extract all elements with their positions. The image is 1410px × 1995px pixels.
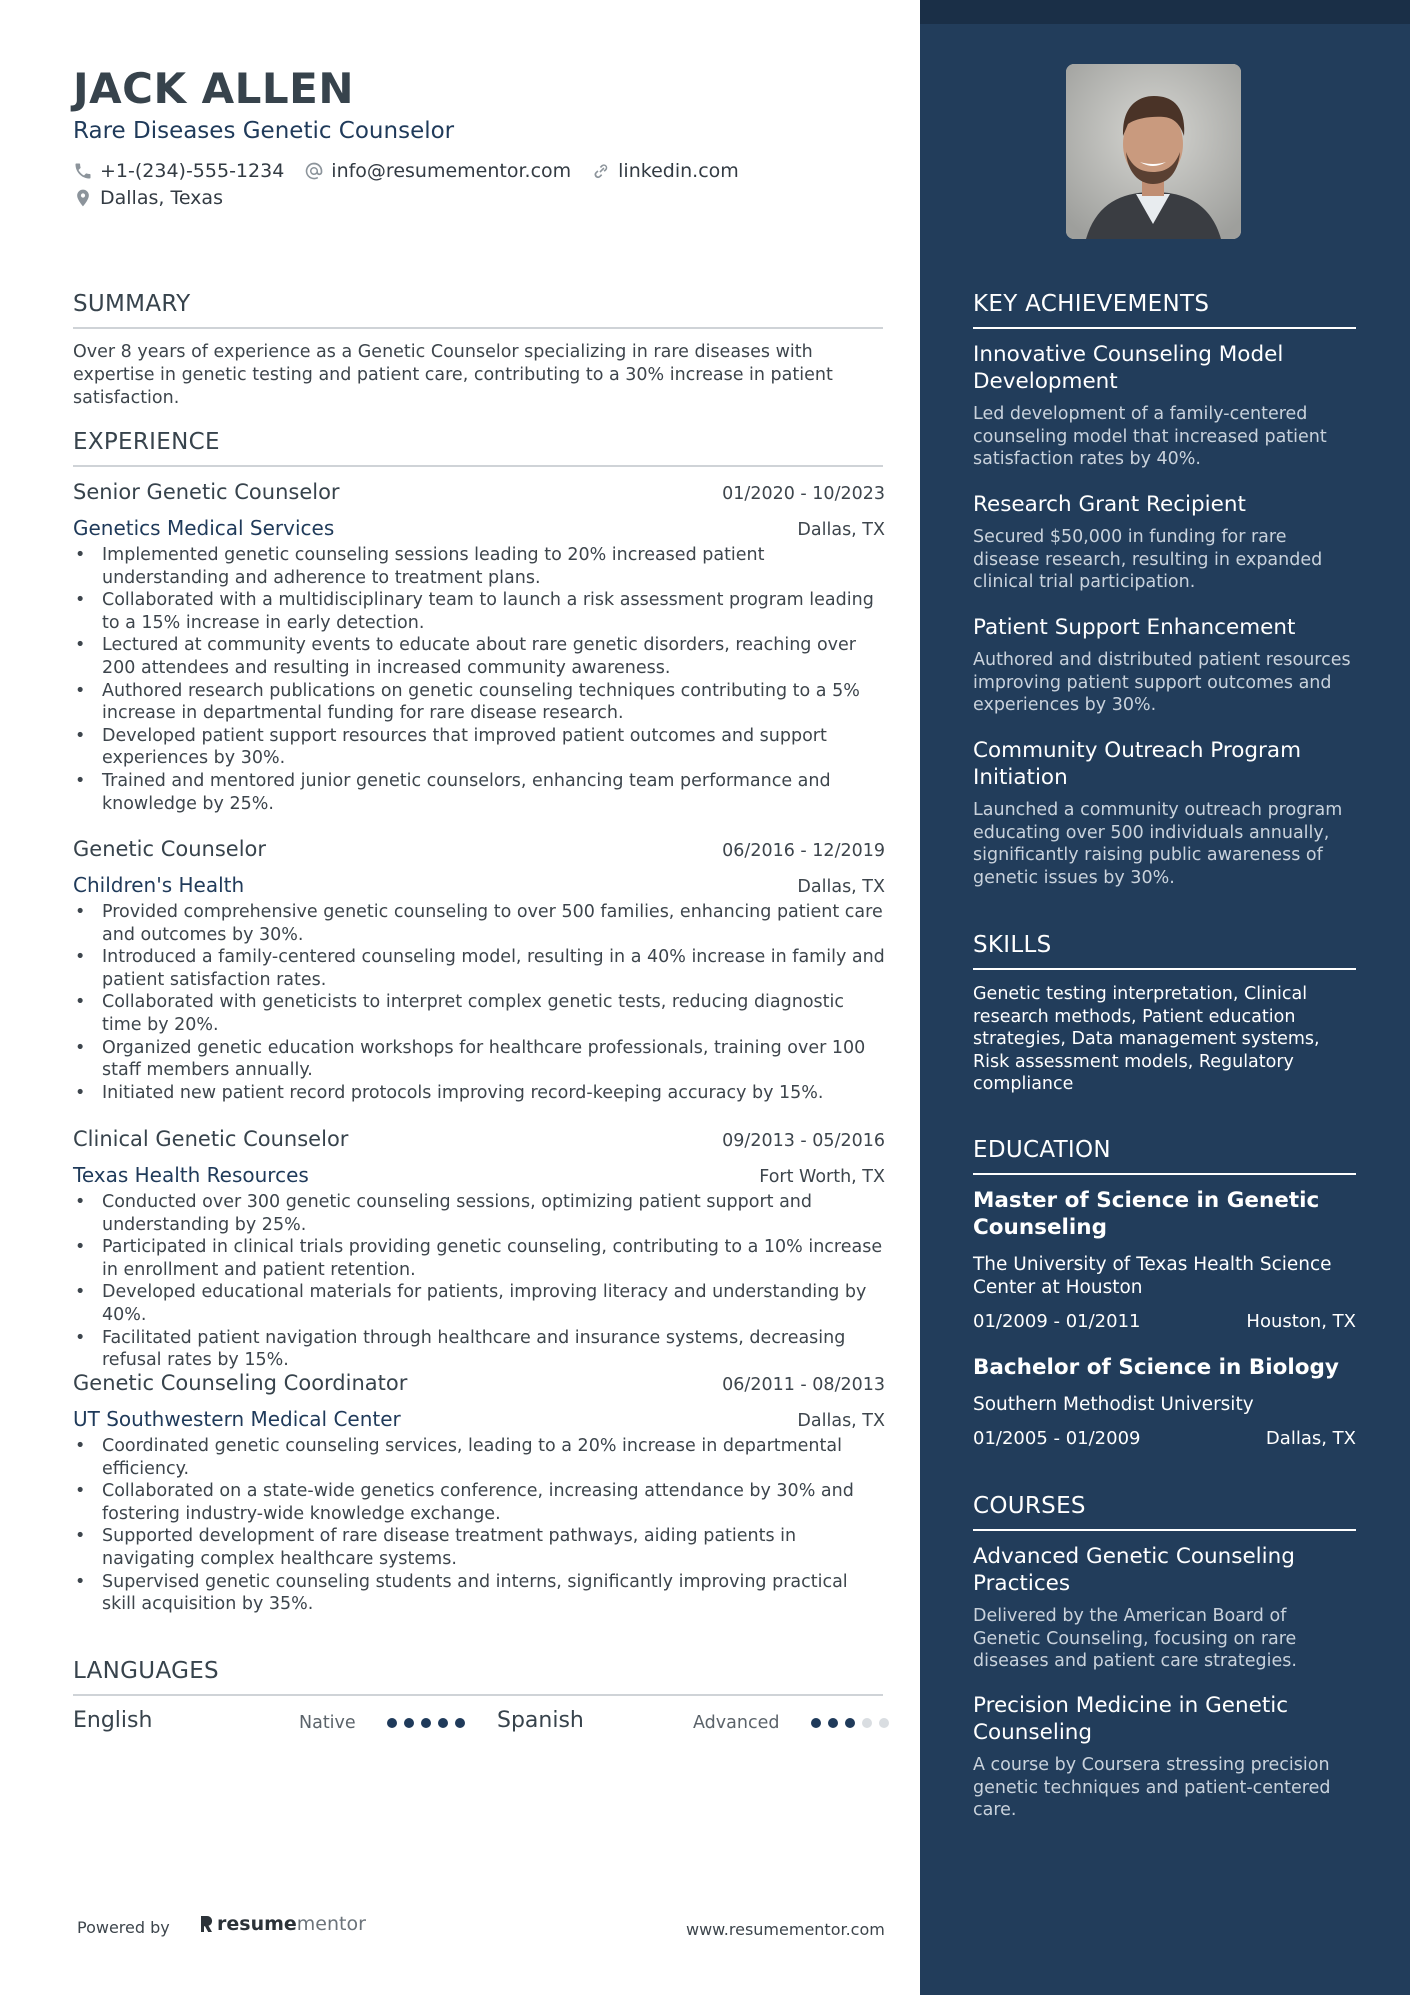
achievement-desc: Secured $50,000 in funding for rare disease research, resulting in expanded clinical trial participation. <box>973 527 1323 593</box>
location-row <box>73 187 243 209</box>
bullet: • Implemented genetic counseling sessions leading to 20% increased patient understanding and adherence to treatment plans. <box>73 544 885 589</box>
education-location: Houston, TX <box>1246 1311 1356 1332</box>
sidebar <box>920 0 1410 1995</box>
job-entry <box>73 1127 885 1372</box>
achievement-title: Research Grant Recipient <box>973 492 1246 517</box>
course-desc: A course by Coursera stressing precision genetic techniques and patient-centered care. <box>973 1755 1331 1821</box>
education-school: The University of Texas Health Science Center at Houston <box>973 1254 1332 1298</box>
bullet: • Collaborated with a multidisciplinary team to launch a risk assessment program leading to a 15% increase in early detection. <box>73 589 885 634</box>
bullet: • Supervised genetic counseling students and interns, significantly improving practical skill acquisition by 35%. <box>73 1571 885 1616</box>
language-name: English <box>73 1708 153 1733</box>
linkedin-text: linkedin.com <box>618 160 739 182</box>
bullet: • Organized genetic education workshops for healthcare professionals, training over 100 staff members annually. <box>73 1037 885 1082</box>
logo-text-bold: resume <box>217 1913 297 1935</box>
education-school: Southern Methodist University <box>973 1394 1254 1415</box>
achievements-heading: KEY ACHIEVEMENTS <box>973 291 1356 329</box>
achievement-title: Innovative Counseling Model Development <box>973 342 1284 394</box>
education-dates: 01/2009 - 01/2011 <box>973 1311 1141 1332</box>
education-location: Dallas, TX <box>1265 1428 1356 1449</box>
achievement-title: Patient Support Enhancement <box>973 615 1296 640</box>
summary-text: Over 8 years of experience as a Genetic Counselor specializing in rare diseases with expertise in genetic testing and patient care, contributing to a 30% increase in patient satisfaction. <box>73 342 833 408</box>
bullet: • Coordinated genetic counseling services, leading to a 20% increase in departmental efficiency. <box>73 1435 885 1480</box>
bullet: • Developed patient support resources that improved patient outcomes and support experiences by 30%. <box>73 725 885 770</box>
contact-phone[interactable] <box>73 160 284 182</box>
bullet: • Collaborated on a state-wide genetics conference, increasing attendance by 30% and fostering industry-wide knowledge exchange. <box>73 1480 885 1525</box>
job-company: UT Southwestern Medical Center <box>73 1407 401 1431</box>
job-dates: 01/2020 - 10/2023 <box>722 484 885 504</box>
achievement-title: Community Outreach Program Initiation <box>973 738 1302 790</box>
resumementor-logo-icon <box>199 1914 213 1934</box>
job-location: Dallas, TX <box>797 520 885 540</box>
language-level: Advanced <box>693 1713 780 1733</box>
summary-heading: SUMMARY <box>73 291 883 329</box>
contact-email[interactable] <box>304 160 571 182</box>
bullet: • Introduced a family-centered counseling model, resulting in a 40% increase in family and patient satisfaction rates. <box>73 946 885 991</box>
job-dates: 06/2011 - 08/2013 <box>722 1375 885 1395</box>
course-title: Advanced Genetic Counseling Practices <box>973 1544 1295 1596</box>
course-desc: Delivered by the American Board of Genetic Counseling, focusing on rare diseases and patient care strategies. <box>973 1606 1297 1672</box>
at-icon <box>304 161 324 181</box>
job-dates: 06/2016 - 12/2019 <box>722 841 885 861</box>
job-entry <box>73 837 885 1104</box>
bullet: • Developed educational materials for patients, improving literacy and understanding by 40%. <box>73 1281 885 1326</box>
education-item <box>973 1187 1356 1332</box>
bullet: • Provided comprehensive genetic counseling to over 500 families, enhancing patient care and outcomes by 30%. <box>73 901 885 946</box>
contact-linkedin[interactable] <box>591 160 739 182</box>
job-role: Clinical Genetic Counselor <box>73 1127 349 1151</box>
rating-dot <box>421 1718 431 1728</box>
achievement-item <box>973 614 1356 717</box>
location-text: Dallas, Texas <box>100 187 223 209</box>
location-pin-icon <box>73 188 93 208</box>
education-heading: EDUCATION <box>973 1137 1356 1175</box>
job-location: Dallas, TX <box>797 877 885 897</box>
achievement-item <box>973 737 1356 889</box>
education-item <box>973 1354 1356 1449</box>
bullet: • Lectured at community events to educate about rare genetic disorders, reaching over 200 attendees and resulting in increased community awareness. <box>73 634 885 679</box>
contact-row <box>73 160 759 182</box>
rating-dot <box>387 1718 397 1728</box>
achievement-item <box>973 491 1356 594</box>
language-level: Native <box>299 1713 356 1733</box>
bullet: • Conducted over 300 genetic counseling sessions, optimizing patient support and understanding by 25%. <box>73 1191 885 1236</box>
language-rating <box>387 1718 472 1728</box>
education-degree: Master of Science in Genetic Counseling <box>973 1188 1320 1240</box>
achievement-item <box>973 341 1356 471</box>
candidate-title: Rare Diseases Genetic Counselor <box>73 118 455 144</box>
achievement-desc: Led development of a family-centered counseling model that increased patient satisfaction rates by 40%. <box>973 404 1327 470</box>
course-item <box>973 1543 1356 1673</box>
languages-row <box>73 1708 885 1742</box>
bullet: • Authored research publications on genetic counseling techniques contributing to a 5% increase in departmental funding for rare disease research. <box>73 680 885 725</box>
job-company: Children's Health <box>73 873 245 897</box>
job-role: Senior Genetic Counselor <box>73 480 340 504</box>
contact-location <box>73 187 223 209</box>
courses-heading: COURSES <box>973 1493 1356 1531</box>
skills-heading: SKILLS <box>973 932 1356 970</box>
rating-dot <box>455 1718 465 1728</box>
sidebar-top-band <box>920 0 1410 24</box>
job-bullets <box>73 901 885 1104</box>
link-icon <box>591 161 611 181</box>
achievement-desc: Launched a community outreach program educating over 500 individuals annually, significantly raising public awareness of genetic issues by 30%. <box>973 800 1343 888</box>
footer-url[interactable]: www.resumementor.com <box>686 1920 885 1939</box>
powered-by-label: Powered by <box>77 1918 170 1937</box>
course-title: Precision Medicine in Genetic Counseling <box>973 1693 1289 1745</box>
job-bullets <box>73 1191 885 1372</box>
education-dates: 01/2005 - 01/2009 <box>973 1428 1141 1449</box>
bullet: • Facilitated patient navigation through healthcare and insurance systems, decreasing refusal rates by 15%. <box>73 1327 885 1372</box>
job-location: Fort Worth, TX <box>759 1167 885 1187</box>
phone-icon <box>73 161 93 181</box>
job-role: Genetic Counselor <box>73 837 267 861</box>
rating-dot <box>828 1718 838 1728</box>
bullet: • Collaborated with geneticists to interpret complex genetic tests, reducing diagnostic time by 20%. <box>73 991 885 1036</box>
language-rating <box>811 1718 896 1728</box>
job-company: Genetics Medical Services <box>73 516 335 540</box>
bullet: • Initiated new patient record protocols improving record-keeping accuracy by 15%. <box>73 1082 885 1105</box>
phone-text: +1-(234)-555-1234 <box>100 160 285 182</box>
resumementor-logo[interactable] <box>199 1913 366 1935</box>
rating-dot <box>404 1718 414 1728</box>
skills-text: Genetic testing interpretation, Clinical research methods, Patient education strategies, Data management systems, Risk assessment models, Regulatory compliance <box>973 984 1320 1095</box>
profile-photo <box>1066 64 1241 239</box>
rating-dot <box>811 1718 821 1728</box>
job-dates: 09/2013 - 05/2016 <box>722 1131 885 1151</box>
bullet: • Participated in clinical trials providing genetic counseling, contributing to a 10% increase in enrollment and patient retention. <box>73 1236 885 1281</box>
email-text: info@resumementor.com <box>331 160 572 182</box>
languages-heading: LANGUAGES <box>73 1658 883 1696</box>
avatar-portrait <box>1066 64 1241 239</box>
candidate-name: JACK ALLEN <box>73 64 354 113</box>
rating-dot <box>879 1718 889 1728</box>
job-bullets <box>73 544 885 815</box>
logo-text-light: mentor <box>296 1913 366 1935</box>
bullet: • Supported development of rare disease treatment pathways, aiding patients in navigating complex healthcare systems. <box>73 1525 885 1570</box>
language-name: Spanish <box>497 1708 584 1733</box>
rating-dot <box>438 1718 448 1728</box>
achievement-desc: Authored and distributed patient resources improving patient support outcomes and experiences by 30%. <box>973 650 1351 716</box>
job-location: Dallas, TX <box>797 1411 885 1431</box>
job-role: Genetic Counseling Coordinator <box>73 1371 408 1395</box>
job-entry <box>73 480 885 815</box>
job-company: Texas Health Resources <box>73 1163 309 1187</box>
rating-dot <box>845 1718 855 1728</box>
bullet: • Trained and mentored junior genetic counselors, enhancing team performance and knowledge by 25%. <box>73 770 885 815</box>
experience-heading: EXPERIENCE <box>73 429 883 467</box>
course-item <box>973 1692 1356 1822</box>
job-entry <box>73 1371 885 1616</box>
job-bullets <box>73 1435 885 1616</box>
rating-dot <box>862 1718 872 1728</box>
education-degree: Bachelor of Science in Biology <box>973 1355 1339 1380</box>
